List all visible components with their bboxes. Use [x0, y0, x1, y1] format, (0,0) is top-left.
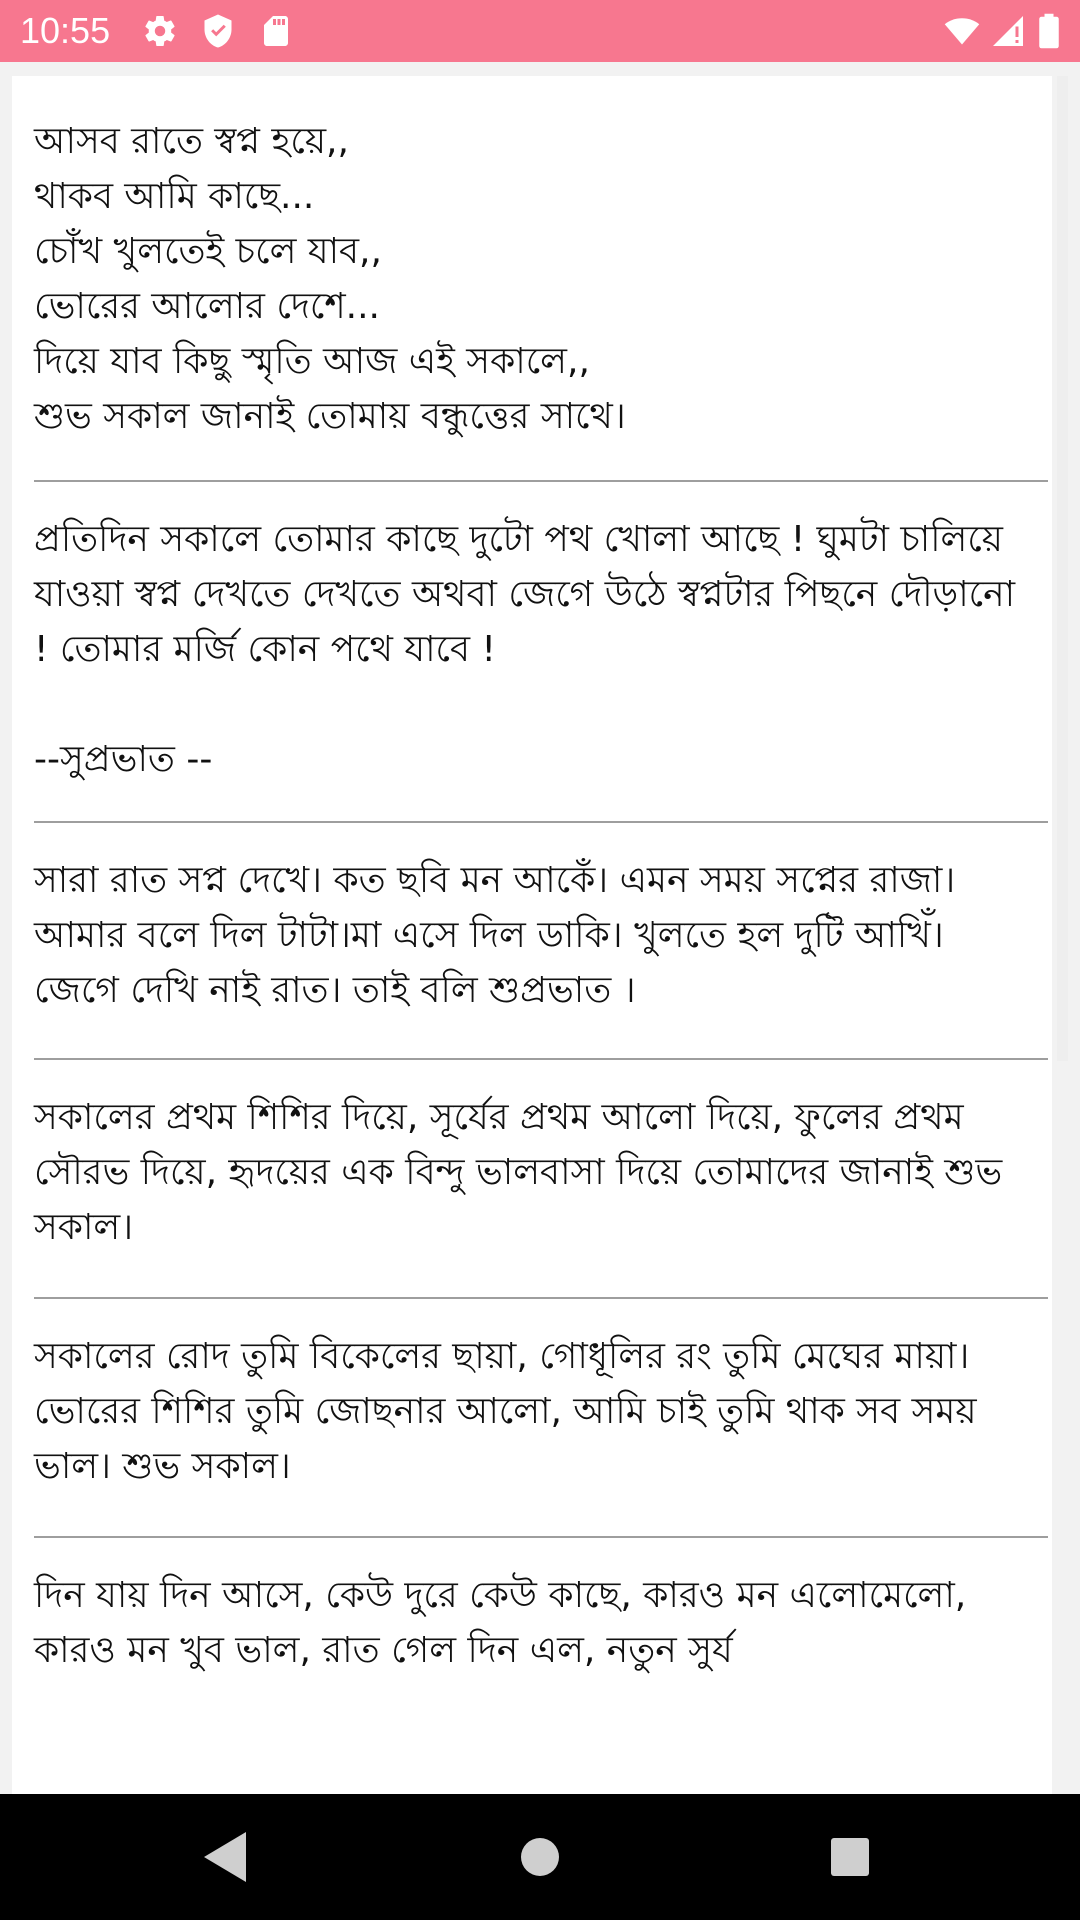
navigation-bar [0, 1794, 1080, 1920]
list-item[interactable] [12, 1299, 1052, 1536]
signal-icon [990, 13, 1026, 49]
list-item[interactable] [12, 482, 1052, 821]
status-bar [0, 0, 1080, 62]
gear-icon [142, 13, 178, 49]
message-text: প্রতিদিন সকালে তোমার কাছে দুটো পথ খোলা আছে ! ঘুমটা চালিয়ে যাওয়া স্বপ্ন দেখতে দেখতে অথবা জেগে উঠে স্বপ্নটার পিছনে দৌড়ানো ! তোমার মর্জি কোন পথে যাবে ! --সুপ্রভাত -- [34, 519, 1016, 780]
battery-icon [1036, 13, 1062, 49]
scrollbar[interactable] [1057, 76, 1068, 1061]
message-list[interactable] [12, 76, 1052, 1794]
status-time: 10:55 [20, 10, 111, 51]
message-text: সকালের রোদ তুমি বিকেলের ছায়া, গোধূলির রং তুমি মেঘের মায়া। ভোরের শিশির তুমি জোছনার আলো, আমি চাই তুমি থাক সব সময় ভাল। শুভ সকাল। [34, 1336, 977, 1487]
message-text: সকালের প্রথম শিশির দিয়ে, সূর্যের প্রথম আলো দিয়ে, ফুলের প্রথম সৌরভ দিয়ে, হৃদয়ের এক বিন্দু ভালবাসা দিয়ে তোমাদের জানাই শুভ সকাল। [34, 1097, 1003, 1248]
wifi-icon [942, 13, 982, 49]
back-icon[interactable] [190, 1824, 260, 1890]
recents-icon[interactable] [815, 1824, 885, 1890]
shield-icon [200, 13, 236, 49]
home-icon[interactable] [505, 1824, 575, 1890]
list-item[interactable] [12, 823, 1052, 1058]
list-item[interactable] [12, 1060, 1052, 1297]
list-item[interactable] [12, 76, 1052, 480]
message-text: দিন যায় দিন আসে, কেউ দুরে কেউ কাছে, কারও মন এলোমেলো, কারও মন খুব ভাল, রাত গেল দিন এল, নতুন সুর্য [34, 1575, 967, 1671]
list-item[interactable] [12, 1538, 1052, 1678]
message-text: সারা রাত সপ্ন দেখে। কত ছবি মন আকেঁ। এমন সময় সপ্নের রাজা। আমার বলে দিল টাটা।মা এসে দিল ডাকি। খুলতে হল দুটি আখিঁ। জেগে দেখি নাই রাত। তাই বলি শুপ্রভাত । [34, 860, 956, 1011]
sd-card-icon [258, 13, 294, 49]
message-text: আসব রাতে স্বপ্ন হয়ে,, থাকব আমি কাছে... চোঁখ খুলতেই চলে যাব,, ভোরের আলোর দেশে... দিয়ে যাব কিছু স্মৃতি আজ এই সকালে,, শুভ সকাল জানাই তোমায় বন্ধুত্তের সাথে। [34, 121, 626, 437]
